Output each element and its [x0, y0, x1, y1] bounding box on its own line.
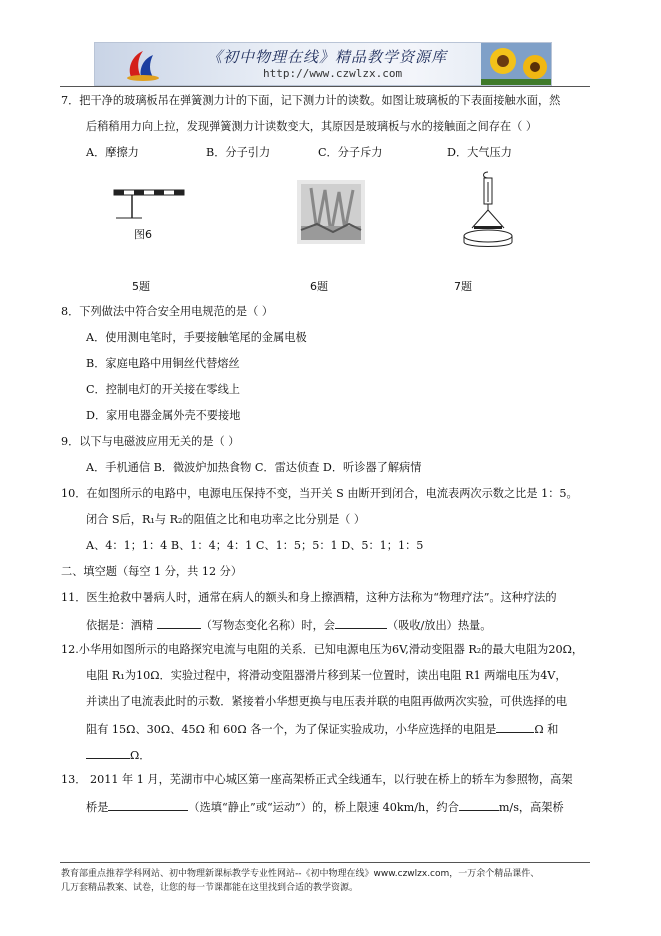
q7-option-b: B．分子引力 — [206, 146, 271, 159]
q12-line2: 电阻 R₁为10Ω．实验过程中，将滑动变阻器滑片移到某一位置时，读出电阻 R1 两端电压为4V， — [86, 669, 567, 682]
q12-line3: 并读出了电流表此时的示数．紧接着小华想更换与电压表并联的电阻再做两次实验，可供选择的电 — [86, 695, 568, 708]
header-banner — [94, 42, 552, 86]
banner-url[interactable]: http://www.czwlzx.com — [263, 67, 403, 80]
q10-stem-line1: 10．在如图所示的电路中，电源电压保持不变，当开关 S 由断开到闭合，电流表两次示数之比是 1：5。 — [61, 487, 578, 500]
q8-option-b: B．家庭电路中用铜丝代替熔丝 — [86, 357, 240, 370]
banner-title: 《初中物理在线》精品教学资源库 — [207, 48, 448, 66]
q12-text-c: Ω． — [130, 749, 151, 762]
q10-stem-line2: 闭合 S后，R₁与 R₂的阻值之比和电功率之比分别是（ ） — [86, 513, 366, 526]
header-divider — [60, 86, 590, 87]
q11-line1: 11．医生抢救中暑病人时，通常在病人的额头和身上擦酒精，这种方法称为“物理疗法”。这种疗法的 — [61, 591, 557, 604]
q13-text-c: m/s，高架桥 — [498, 801, 564, 814]
footer-line2: 几万套精品教案、试卷，让您的每一节课都能在这里找到合适的教学资源。 — [61, 883, 359, 893]
caption-q6: 6题 — [310, 280, 328, 293]
q12-line4 — [86, 720, 558, 738]
q8-option-a: A．使用测电笔时，手要接触笔尾的金属电极 — [86, 331, 307, 344]
q7-option-a: A．摩擦力 — [86, 146, 139, 159]
q10-options: A、4：1；1：4 B、1：4；4：1 C、1：5；5：1 D、5：1；1：5 — [86, 539, 424, 552]
q12-line1: 12.小华用如图所示的电路探究电流与电阻的关系．已知电源电压为6V,滑动变阻器 R₂的最大电阻为20Ω， — [61, 643, 584, 656]
figure-5-lever — [112, 180, 192, 220]
q11-blank-2[interactable] — [335, 616, 387, 629]
q9-stem: 9．以下与电磁波应用无关的是（ ） — [61, 435, 240, 448]
q7-option-c: C．分子斥力 — [318, 146, 383, 159]
caption-q7: 7题 — [454, 280, 472, 293]
figure-6-photo — [297, 180, 365, 244]
caption-q5: 5题 — [132, 280, 150, 293]
q7-option-d: D．大气压力 — [447, 146, 512, 159]
q12-blank-1[interactable] — [496, 720, 534, 733]
q11-text-c: （吸收/放出）热量。 — [386, 619, 492, 632]
q11-text-b: （写物态变化名称）时，会 — [200, 619, 335, 632]
q13-text-b: （选填“静止”或“运动”）的，桥上限速 40km/h，约合 — [188, 801, 459, 814]
q12-text-a: 阻有 15Ω、30Ω、45Ω 和 60Ω 各一个，为了保证实验成功，小华应选择的电阻是 — [86, 723, 497, 736]
footer-line1: 教育部重点推荐学科网站、初中物理新课标教学专业性网站--《初中物理在线》www.czwlzx.com，一万余个精品课件、 — [61, 869, 540, 879]
section-fill-blank-heading: 二、填空题（每空 1 分，共 12 分） — [61, 565, 243, 578]
q9-options: A．手机通信 B．微波炉加热食物 C．雷达侦查 D．听诊器了解病情 — [86, 461, 422, 474]
figure-6-label: 图6 — [134, 228, 152, 241]
q7-stem-line1: 7．把干净的玻璃板吊在弹簧测力计的下面，记下测力计的读数。如图让玻璃板的下表面接触水面，然 — [61, 94, 561, 107]
site-logo-icon — [123, 47, 163, 83]
q11-line2 — [86, 616, 491, 634]
q13-line2 — [86, 798, 564, 816]
q11-blank-1[interactable] — [157, 616, 201, 629]
q13-line1: 13． 2011 年 1 月，芜湖市中心城区第一座高架桥正式全线通车，以行驶在桥上的轿车为参照物，高架 — [61, 773, 573, 786]
figure-7-spring-scale — [462, 170, 518, 250]
q11-text-a: 依据是：酒精 — [86, 619, 154, 632]
q13-blank-1[interactable] — [108, 798, 188, 811]
sunflower-icon — [481, 43, 551, 86]
q12-blank-2[interactable] — [86, 746, 130, 759]
q12-text-b: Ω 和 — [534, 723, 559, 736]
q7-stem-line2: 后稍稍用力向上拉，发现弹簧测力计读数变大，其原因是玻璃板与水的接触面之间存在（ ） — [86, 120, 538, 133]
q8-option-d: D．家用电器金属外壳不要接地 — [86, 409, 241, 422]
footer-divider — [60, 862, 590, 863]
q8-option-c: C．控制电灯的开关接在零线上 — [86, 383, 240, 396]
q13-text-a: 桥是 — [86, 801, 109, 814]
q13-blank-2[interactable] — [459, 798, 499, 811]
q12-line5 — [86, 746, 150, 764]
q8-stem: 8．下列做法中符合安全用电规范的是（ ） — [61, 305, 274, 318]
